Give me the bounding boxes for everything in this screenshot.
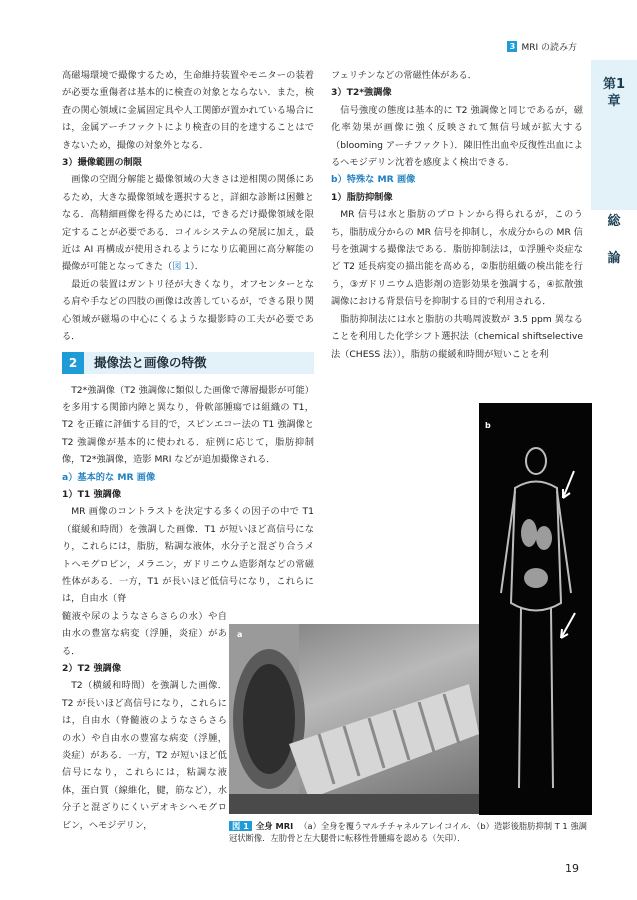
chapter-section-char-2: 論 [607, 251, 621, 266]
paragraph: フェリチンなどの常磁性体がある． [331, 70, 477, 81]
right-column [331, 67, 583, 363]
caption-text: （a）全身を覆うマルチチャネルアレイコイル．（b）造影後脂肪抑制 T 1 強調冠状断像．左肋骨と左大腿骨に転移性骨腫瘍を認める（矢印）． [229, 821, 587, 843]
running-head [507, 40, 577, 53]
heading-t1: 1）T1 強調像 [62, 488, 122, 500]
caption-title: 全身 MRI [255, 821, 294, 831]
paragraph: MR 信号は水と脂肪のプロトンから得られるが，このうち，脂肪成分からの MR 信号を抑制し，水成分からの MR 信号を強調する撮像法である．脂肪抑制法は，①浮腫や炎症など T2 延長病変の描出能を高める，②脂肪組織の検出能を行う，③ガドリニウム造影剤の造影効果を強調する，④拡散強調像における背景信号を抑制する目的で利用される． [331, 209, 583, 308]
paragraph: 髄液や尿のようなさらさらの水）や自由水の豊富な病変（浮腫，炎症）がある． [62, 610, 227, 657]
paragraph: 画像の空間分解能と撮像領域の大きさは逆相関の関係にあるため，大きな撮像領域を選択すると，詳細な診断は困難となる．高精細画像を得るためには，できるだけ撮像領域を限定することが必要である．コイルシステムの発展に加え，最近は AI 再構成が使用されるようになり広範囲に高分解能の撮像が可能となってきた（図 1）． [62, 174, 314, 273]
chapter-label: 第1章 [602, 77, 626, 109]
page-number: 19 [565, 862, 579, 875]
figure-link[interactable]: 図 1 [172, 261, 191, 273]
chapter-section-char-1: 総 [607, 214, 621, 229]
coil-illustration [229, 624, 479, 814]
heading-basic-mr: a）基本的な MR 画像 [62, 471, 156, 483]
heading-fat-suppression: 1）脂肪抑制像 [331, 191, 393, 203]
heading-scan-range: 3）撮像範囲の制限 [62, 157, 142, 169]
paragraph: 高磁場環境で撮像するため，生命維持装置やモニターの装着が必要な重傷者は基本的に検査の対象とならない．また，検査の関心領域に金属固定具や人工関節が置かれている場合には，金属アーチファクトにより検査の目的を達することはできないため，撮像の対象外となる． [62, 70, 314, 151]
figure-caption [229, 820, 591, 844]
paragraph: T2（横緩和時間）を強調した画像．T2 が長いほど高信号になり，これらには，自由水（脊髄液のようなさらさらの水）や自由水の豊富な病変（浮腫，炎症）がある．一方，T2 が短いほど低信号になり，これらには，粘調な液体，蛋白質（線維化，腱，筋など），水分子と混ざりにくいデオキシヘモグロビン，ヘモジデリン， [62, 680, 227, 831]
running-head-number: 3 [507, 41, 517, 52]
heading-t2-star: 3）T2*強調像 [331, 87, 392, 99]
section-title: 撮像法と画像の特徴 [94, 354, 207, 370]
running-head-title: MRI の読み方 [521, 43, 577, 53]
figure-label-b: b [485, 421, 491, 430]
caption-figure-number: 図 1 [229, 821, 252, 831]
paragraph: 最近の装置はガントリ径が大きくなり，オフセンターとなる肩や手などの四肢の画像は改善しているが，できる限り関心領域が磁場の中心にくるような撮影時の工夫が必要である． [62, 278, 314, 343]
section-heading [62, 352, 314, 374]
paragraph: T2*強調像（T2 強調像に類似した画像で薄層撮影が可能）を多用する関節内障と異なり，骨軟部腫瘍では組織の T1，T2 を正確に評価する目的で，スピンエコー法の T1 強調像と T2 強調像が基本的に使われる．症例に応じて，脂肪抑制像，T2*強調像，造影 MRI などが追加撮像される． [62, 384, 314, 466]
chapter-side-tab [591, 60, 637, 266]
paragraph: 信号強度の態度は基本的に T2 強調像と同じであるが，磁化率効果が画像に強く反映されて無信号域が拡大する（blooming アーチファクト）．陳旧性出血や反復性出血によるヘモジデリン沈着を感度よく検出できる． [331, 104, 583, 169]
paragraph: MR 画像のコントラストを決定する多くの因子の中で T1（縦緩和時間）を強調した画像．T1 が短いほど高信号になり，これらには，脂肪，粘調な液体，水分子と混ざり合うメトヘモグロビン，メラニン，ガドリニウム造影剤などの常磁性体がある．一方，T1 が長いほど低信号になり，これらには，自由水（脊 [62, 506, 314, 605]
heading-special-mr: b）特殊な MR 画像 [331, 174, 416, 186]
mri-body-silhouette [479, 403, 592, 815]
paragraph: 脂肪抑制法には水と脂肪の共鳴周波数が 3.5 ppm 異なることを利用した化学シフト選択法（chemical shiftselective 法（CHESS 法）），脂肪の縦緩和時間が短いことを利 [331, 313, 583, 360]
section-number: 2 [62, 352, 84, 374]
figure-photo-coil [229, 624, 479, 814]
heading-t2: 2）T2 強調像 [62, 663, 122, 674]
figure-label-a: a [237, 630, 243, 639]
figure-mri-image [479, 403, 592, 815]
